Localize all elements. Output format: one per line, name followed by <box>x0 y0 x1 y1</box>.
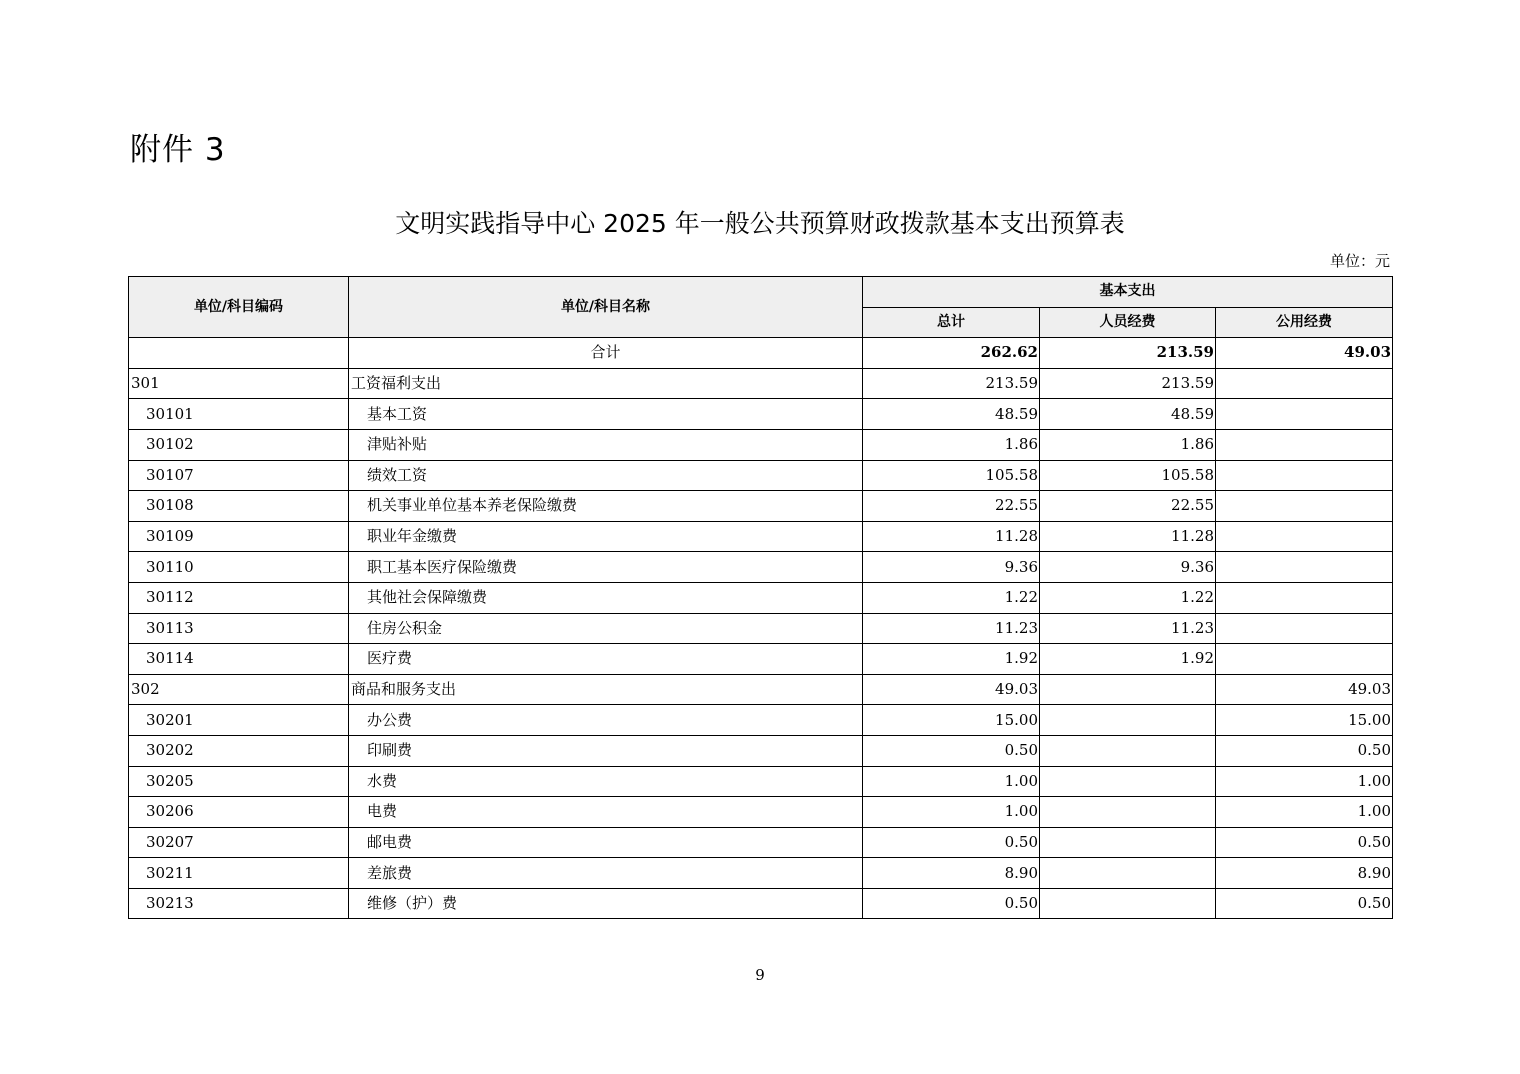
row-code: 30110 <box>129 552 349 583</box>
row-public: 0.50 <box>1216 888 1393 919</box>
row-name: 职工基本医疗保险缴费 <box>349 552 863 583</box>
row-total: 11.23 <box>863 613 1040 644</box>
table-row <box>129 735 1393 766</box>
row-public <box>1216 552 1393 583</box>
row-total: 1.22 <box>863 582 1040 613</box>
row-name: 职业年金缴费 <box>349 521 863 552</box>
row-personnel: 11.28 <box>1040 521 1216 552</box>
row-personnel <box>1040 705 1216 736</box>
table-row <box>129 552 1393 583</box>
table-row <box>129 613 1393 644</box>
row-name: 水费 <box>349 766 863 797</box>
row-public <box>1216 460 1393 491</box>
row-name: 电费 <box>349 797 863 828</box>
row-name: 医疗费 <box>349 644 863 675</box>
row-code: 30112 <box>129 582 349 613</box>
header-total: 总计 <box>863 307 1040 338</box>
row-personnel <box>1040 674 1216 705</box>
header-code: 单位/科目编码 <box>129 277 349 338</box>
row-code: 30202 <box>129 735 349 766</box>
unit-label: 单位：元 <box>1329 252 1390 270</box>
row-personnel: 1.92 <box>1040 644 1216 675</box>
row-public: 8.90 <box>1216 858 1393 889</box>
row-total: 0.50 <box>863 888 1040 919</box>
table-row <box>129 674 1393 705</box>
total-row-public: 49.03 <box>1216 338 1393 369</box>
table-row <box>129 368 1393 399</box>
row-name: 其他社会保障缴费 <box>349 582 863 613</box>
budget-table <box>128 276 1393 919</box>
total-row-label: 合计 <box>349 338 863 369</box>
attachment-label: 附件 3 <box>130 132 226 168</box>
row-public: 0.50 <box>1216 827 1393 858</box>
total-row-code <box>129 338 349 369</box>
row-personnel <box>1040 766 1216 797</box>
row-public: 49.03 <box>1216 674 1393 705</box>
table-row <box>129 858 1393 889</box>
row-total: 213.59 <box>863 368 1040 399</box>
row-total: 9.36 <box>863 552 1040 583</box>
row-total: 8.90 <box>863 858 1040 889</box>
row-total: 1.00 <box>863 797 1040 828</box>
row-total: 22.55 <box>863 491 1040 522</box>
row-public <box>1216 521 1393 552</box>
row-public <box>1216 582 1393 613</box>
row-total: 1.86 <box>863 429 1040 460</box>
row-personnel: 213.59 <box>1040 368 1216 399</box>
table-body <box>129 338 1393 919</box>
row-code: 30102 <box>129 429 349 460</box>
row-name: 差旅费 <box>349 858 863 889</box>
row-total: 49.03 <box>863 674 1040 705</box>
table-row <box>129 766 1393 797</box>
table-row <box>129 888 1393 919</box>
table-header <box>129 277 1393 338</box>
table-row <box>129 797 1393 828</box>
row-public <box>1216 429 1393 460</box>
row-code: 30207 <box>129 827 349 858</box>
table-row <box>129 399 1393 430</box>
row-total: 0.50 <box>863 735 1040 766</box>
row-code: 30101 <box>129 399 349 430</box>
row-name: 印刷费 <box>349 735 863 766</box>
row-personnel: 105.58 <box>1040 460 1216 491</box>
row-public: 0.50 <box>1216 735 1393 766</box>
row-personnel: 1.86 <box>1040 429 1216 460</box>
row-personnel: 9.36 <box>1040 552 1216 583</box>
row-public: 1.00 <box>1216 797 1393 828</box>
row-personnel <box>1040 827 1216 858</box>
row-name: 办公费 <box>349 705 863 736</box>
table-row <box>129 705 1393 736</box>
row-total: 48.59 <box>863 399 1040 430</box>
row-personnel: 11.23 <box>1040 613 1216 644</box>
row-name: 基本工资 <box>349 399 863 430</box>
row-code: 30108 <box>129 491 349 522</box>
table-row <box>129 521 1393 552</box>
row-public <box>1216 368 1393 399</box>
row-code: 301 <box>129 368 349 399</box>
row-total: 15.00 <box>863 705 1040 736</box>
row-total: 1.92 <box>863 644 1040 675</box>
table-row <box>129 582 1393 613</box>
header-public: 公用经费 <box>1216 307 1393 338</box>
header-personnel: 人员经费 <box>1040 307 1216 338</box>
row-total: 0.50 <box>863 827 1040 858</box>
total-row-personnel: 213.59 <box>1040 338 1216 369</box>
table-row <box>129 644 1393 675</box>
row-code: 30201 <box>129 705 349 736</box>
total-row <box>129 338 1393 369</box>
page-title: 文明实践指导中心 2025 年一般公共预算财政拨款基本支出预算表 <box>395 209 1125 238</box>
row-personnel <box>1040 735 1216 766</box>
row-code: 30113 <box>129 613 349 644</box>
row-name: 机关事业单位基本养老保险缴费 <box>349 491 863 522</box>
header-row-top <box>129 277 1393 308</box>
row-name: 工资福利支出 <box>349 368 863 399</box>
total-row-total: 262.62 <box>863 338 1040 369</box>
row-personnel <box>1040 888 1216 919</box>
row-code: 30107 <box>129 460 349 491</box>
row-public <box>1216 399 1393 430</box>
row-code: 30114 <box>129 644 349 675</box>
row-public <box>1216 491 1393 522</box>
header-basic-expenditure: 基本支出 <box>863 277 1393 308</box>
row-name: 商品和服务支出 <box>349 674 863 705</box>
row-total: 11.28 <box>863 521 1040 552</box>
table-row <box>129 827 1393 858</box>
row-code: 30109 <box>129 521 349 552</box>
row-public <box>1216 644 1393 675</box>
table-row <box>129 491 1393 522</box>
row-code: 30205 <box>129 766 349 797</box>
row-name: 维修（护）费 <box>349 888 863 919</box>
row-public <box>1216 613 1393 644</box>
row-personnel <box>1040 797 1216 828</box>
row-code: 30211 <box>129 858 349 889</box>
row-code: 30213 <box>129 888 349 919</box>
row-total: 105.58 <box>863 460 1040 491</box>
row-name: 邮电费 <box>349 827 863 858</box>
row-name: 津贴补贴 <box>349 429 863 460</box>
row-personnel: 48.59 <box>1040 399 1216 430</box>
row-name: 住房公积金 <box>349 613 863 644</box>
row-code: 30206 <box>129 797 349 828</box>
row-total: 1.00 <box>863 766 1040 797</box>
row-personnel <box>1040 858 1216 889</box>
row-public: 1.00 <box>1216 766 1393 797</box>
row-name: 绩效工资 <box>349 460 863 491</box>
row-code: 302 <box>129 674 349 705</box>
row-personnel: 1.22 <box>1040 582 1216 613</box>
table-row <box>129 460 1393 491</box>
row-personnel: 22.55 <box>1040 491 1216 522</box>
table-row <box>129 429 1393 460</box>
row-public: 15.00 <box>1216 705 1393 736</box>
header-name: 单位/科目名称 <box>349 277 863 338</box>
page-number: 9 <box>755 966 765 984</box>
